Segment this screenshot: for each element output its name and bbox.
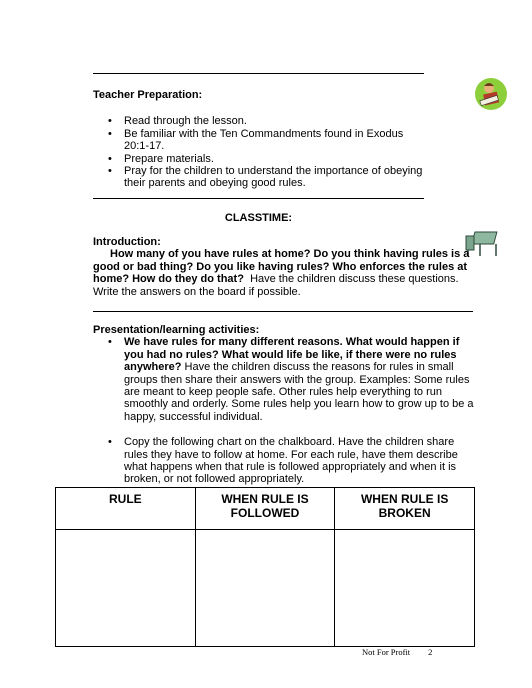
presentation-list	[93, 336, 475, 485]
introduction-section	[93, 236, 471, 298]
footer-text: Not For Profit	[362, 647, 411, 657]
teacher-preparation-section	[93, 89, 473, 190]
presentation-questions: We have rules for many different reasons. What would happen if you had no rules? What would life be like, if there were no rules anywhere?	[124, 336, 460, 374]
section-divider	[93, 198, 424, 199]
column-header-broken: WHEN RULE IS BROKEN	[335, 488, 475, 530]
list-item: • Pray for the children to understand the importance of obeying their parents and obeying good rules.	[93, 165, 423, 190]
top-divider	[93, 73, 424, 74]
table-cell-empty	[56, 530, 196, 647]
table-header-row	[56, 488, 475, 530]
table-cell-empty	[195, 530, 335, 647]
teacher-preparation-list	[93, 115, 423, 189]
teacher-preparation-heading: Teacher Preparation:	[93, 89, 203, 101]
presentation-instructions: Have the children discuss the reasons for rules in small groups then share their answers with the group. Examples: Some rules are meant to keep people safe. Other rules help everything to run smoothly and orderly. Some rules help you learn how to grow up to be a happy, successful individual.	[124, 361, 474, 423]
presentation-section	[93, 324, 475, 486]
column-header-followed: WHEN RULE IS FOLLOWED	[195, 488, 335, 530]
introduction-instructions: Have the children discuss these questions. Write the answers on the board if possible.	[93, 273, 459, 298]
list-item	[93, 336, 475, 423]
page-number: 2	[428, 647, 433, 657]
table-row	[56, 530, 475, 647]
reading-child-icon	[474, 76, 508, 112]
presentation-heading: Presentation/learning activities:	[93, 324, 260, 336]
column-header-rule: RULE	[56, 488, 196, 530]
list-item: • Read through the lesson.	[93, 115, 423, 127]
introduction-text	[93, 248, 471, 298]
table-cell-empty	[335, 530, 475, 647]
page-footer	[362, 646, 432, 658]
list-item: • Prepare materials.	[93, 153, 423, 165]
list-item: • Copy the following chart on the chalkboard. Have the children share rules they have to follow at home. For each rule, have them describe what happens when that rule is followed appropriately and when it is broken, or not followed appropriately.	[93, 436, 475, 486]
list-item: • Be familiar with the Ten Commandments found in Exodus 20:1-17.	[93, 128, 423, 153]
introduction-questions: How many of you have rules at home? Do you think having rules is a good or bad thing? Do you like having rules? Who enforces the rules at home? How do they do that?	[93, 248, 470, 286]
introduction-heading: Introduction:	[93, 236, 161, 248]
rules-chart-table	[55, 487, 475, 647]
classtime-title: CLASSTIME:	[224, 212, 293, 224]
section-divider	[93, 311, 473, 312]
